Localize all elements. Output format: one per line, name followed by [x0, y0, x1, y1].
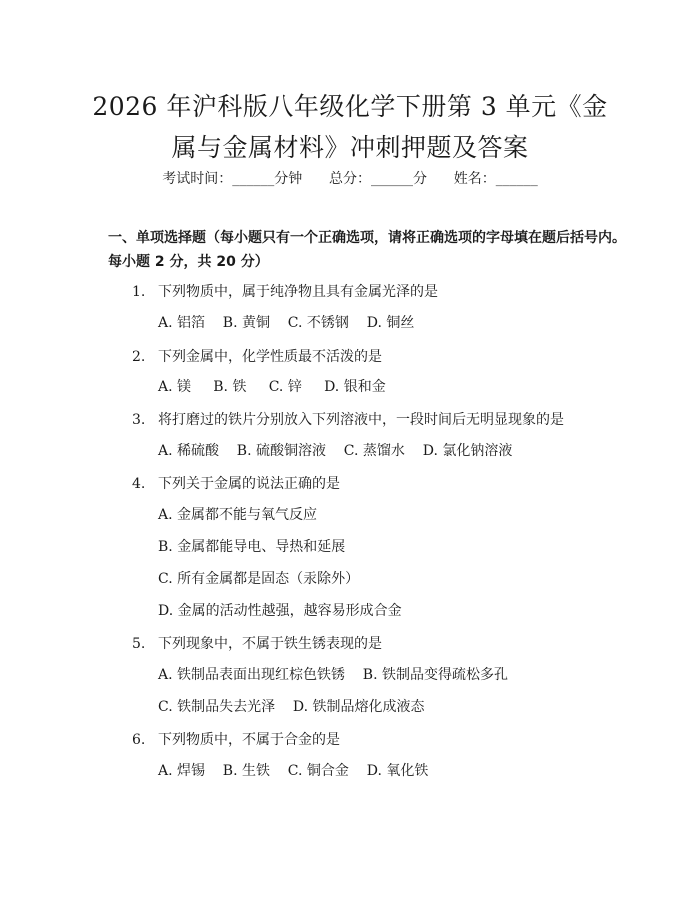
- question-text: 下列现象中，不属于铁生锈表现的是: [158, 636, 382, 652]
- question-4-option-c: C. 所有金属都是固态（汞除外）: [158, 571, 360, 587]
- section-heading: 一、单项选择题（每小题只有一个正确选项，请将正确选项的字母填在题后括号内。每小题 2 分，共 20 分）: [108, 230, 626, 270]
- question-4-option-a: A. 金属都不能与氧气反应: [158, 507, 318, 523]
- question-2: [132, 346, 382, 366]
- question-text: 下列物质中，不属于合金的是: [158, 732, 340, 748]
- question-3-options: A. 稀硫酸 B. 硫酸铜溶液 C. 蒸馏水 D. 氯化钠溶液: [158, 443, 513, 459]
- question-number: 5.: [132, 636, 146, 652]
- question-text: 下列物质中，属于纯净物且具有金属光泽的是: [158, 284, 438, 300]
- question-text: 下列关于金属的说法正确的是: [158, 476, 340, 492]
- question-4-option-b: B. 金属都能导电、导热和延展: [158, 539, 346, 555]
- question-number: 4.: [132, 476, 146, 492]
- question-text: 下列金属中，化学性质最不活泼的是: [158, 349, 382, 365]
- question-number: 2.: [132, 349, 146, 365]
- question-6-options: A. 焊锡 B. 生铁 C. 铜合金 D. 氧化铁: [158, 763, 429, 779]
- question-1: [132, 281, 438, 301]
- title-line-1: 2026 年沪科版八年级化学下册第 3 单元《金: [92, 92, 608, 121]
- question-5-options-cd: C. 铁制品失去光泽 D. 铁制品熔化成液态: [158, 699, 425, 715]
- exam-meta-line: 考试时间：______分钟 总分：______分 姓名：______: [162, 171, 538, 187]
- question-3: [132, 409, 564, 429]
- question-2-options: A. 镁 B. 铁 C. 锌 D. 银和金: [158, 379, 386, 395]
- question-5-options-ab: A. 铁制品表面出现红棕色铁锈 B. 铁制品变得疏松多孔: [158, 667, 508, 683]
- question-number: 1.: [132, 284, 146, 300]
- question-5: [132, 633, 382, 653]
- question-number: 3.: [132, 412, 146, 428]
- question-number: 6.: [132, 732, 146, 748]
- question-4-option-d: D. 金属的活动性越强，越容易形成合金: [158, 603, 402, 619]
- exam-title: [60, 86, 640, 168]
- title-line-2: 属与金属材料》冲刺押题及答案: [171, 133, 529, 162]
- question-6: [132, 729, 340, 749]
- question-1-options: A. 铝箔 B. 黄铜 C. 不锈钢 D. 铜丝: [158, 315, 415, 331]
- question-text: 将打磨过的铁片分别放入下列溶液中，一段时间后无明显现象的是: [158, 412, 564, 428]
- question-4: [132, 473, 340, 493]
